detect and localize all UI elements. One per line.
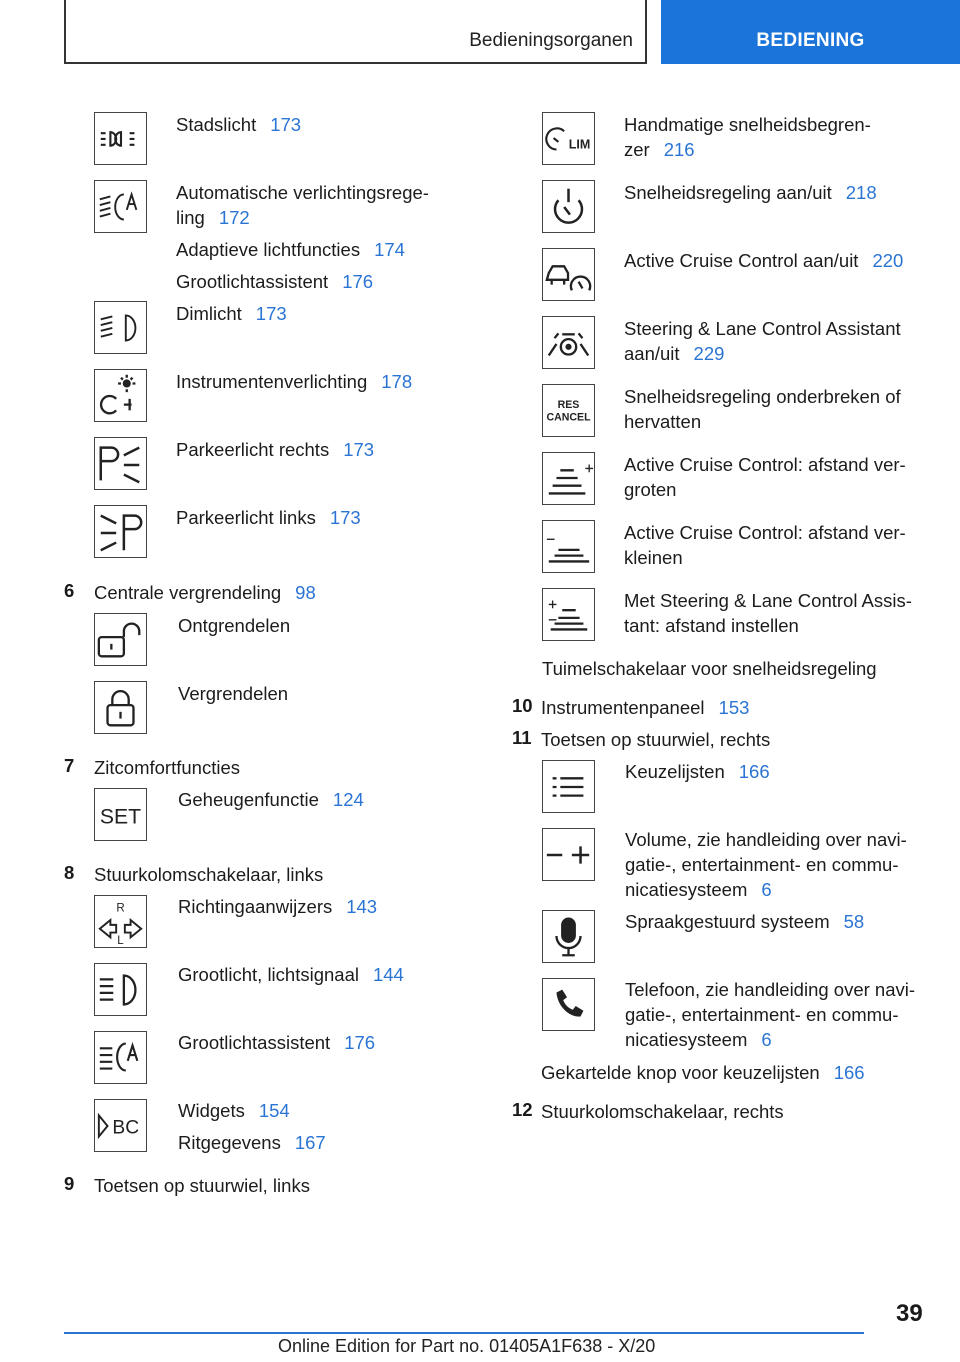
bc-icon (94, 1099, 147, 1152)
entry-label: Steering & Lane Control Assistant aan/uit 229 (624, 318, 901, 364)
entry-label: Richtingaanwijzers 143 (178, 896, 378, 917)
speed-limiter-icon (542, 112, 595, 165)
svg-text:BC: BC (112, 1117, 140, 1139)
section-title: Stuurkolomschakelaar, rechts (541, 1101, 784, 1122)
entry-label: Keuzelijsten 166 (625, 761, 770, 782)
entry-label: Handmatige snelheidsbegren- zer 216 (624, 114, 871, 160)
page-ref-link[interactable]: 166 (738, 761, 770, 782)
page-ref-link[interactable]: 173 (255, 303, 287, 324)
parking-light-right-icon (94, 437, 147, 490)
page-ref-link[interactable]: 143 (346, 896, 378, 917)
entry-label: Instrumentenverlichting 178 (176, 371, 413, 392)
volume-icon (542, 828, 595, 881)
entry-label: Automatische verlichtingsrege- ling 172 (176, 182, 429, 228)
page-ref-link[interactable]: 6 (761, 879, 772, 900)
page-ref-link[interactable]: 176 (342, 271, 374, 292)
entry-label: Grootlicht, lichtsignaal 144 (178, 964, 404, 985)
res-cancel-icon (542, 384, 595, 437)
section-number: 10 (512, 695, 533, 716)
header-section (64, 0, 647, 64)
page-ref-link[interactable]: 216 (663, 139, 695, 160)
section-number: 8 (64, 862, 75, 883)
entry-label: Snelheidsregeling aan/uit 218 (624, 182, 877, 203)
section-title: Centrale vergrendeling 98 (94, 582, 316, 603)
distance-increase-icon (542, 452, 595, 505)
knob-label: Gekartelde knop voor keuzelijsten 166 (541, 1062, 865, 1083)
page-ref-link[interactable]: 58 (843, 911, 865, 932)
high-beam-assist-icon (94, 1031, 147, 1084)
footer-edition: Online Edition for Part no. 01405A1F638 - X/20 (278, 1336, 656, 1356)
entry-label: Active Cruise Control: afstand ver- kleinen (624, 522, 906, 568)
section-title: Toetsen op stuurwiel, rechts (541, 729, 771, 750)
entry-label: Dimlicht 173 (176, 303, 287, 324)
section-number: 6 (64, 580, 75, 601)
entry-label: Ontgrendelen (178, 615, 291, 636)
page-ref-link[interactable]: 174 (374, 239, 405, 260)
entry-label: Stadslicht 173 (176, 114, 302, 135)
entry-label: Grootlichtassistent 176 (178, 1032, 376, 1053)
entry-label: Active Cruise Control aan/uit 220 (624, 250, 904, 271)
section-title: Zitcomfortfuncties (94, 757, 240, 778)
page-ref-link[interactable]: 229 (693, 343, 725, 364)
svg-text:LIM: LIM (568, 137, 591, 152)
lane-assist-icon (542, 316, 595, 369)
auto-light-icon (94, 180, 147, 233)
parking-light-icon (94, 112, 147, 165)
page-ref-link[interactable]: 124 (332, 789, 364, 810)
page-ref-link[interactable]: 153 (718, 697, 750, 718)
svg-text:RES: RES (557, 399, 580, 412)
footer-divider (64, 1332, 864, 1334)
entry-label: Snelheidsregeling onderbreken of hervatten (624, 386, 901, 432)
svg-text:SET: SET (99, 805, 142, 829)
section-title: Toetsen op stuurwiel, links (94, 1175, 310, 1196)
entry-label: Adaptieve lichtfuncties 174 (176, 239, 405, 260)
svg-text:L: L (117, 935, 124, 947)
entry-label: Telefoon, zie handleiding over navi- gatie-, entertainment- en commu- nicatiesysteem 6 (625, 979, 916, 1050)
unlock-icon (94, 613, 147, 666)
page-ref-link[interactable]: 144 (372, 964, 404, 985)
svg-text:CANCEL: CANCEL (546, 411, 591, 424)
page-ref-link[interactable]: 172 (218, 207, 250, 228)
page-ref-link[interactable]: 176 (344, 1032, 376, 1053)
chapter-title: BEDIENING (756, 30, 865, 51)
high-beam-icon (94, 963, 147, 1016)
distance-decrease-icon (542, 520, 595, 573)
page-ref-link[interactable]: 173 (270, 114, 302, 135)
entry-label: Met Steering & Lane Control Assis- tant: afstand instellen (624, 590, 912, 636)
entry-label: Parkeerlicht rechts 173 (176, 439, 375, 460)
lock-icon (94, 681, 147, 734)
section-number: 12 (512, 1099, 533, 1120)
section-title: Instrumentenpaneel 153 (541, 697, 750, 718)
section-title: Stuurkolomschakelaar, links (94, 864, 324, 885)
turn-signal-icon (94, 895, 147, 948)
page-ref-link[interactable]: 166 (833, 1062, 865, 1083)
parking-light-left-icon (94, 505, 147, 558)
entry-label: Ritgegevens 167 (178, 1132, 326, 1153)
entry-label: Widgets 154 (178, 1100, 290, 1121)
entry-label: Active Cruise Control: afstand ver- groten (624, 454, 906, 500)
entry-label: Vergrendelen (178, 683, 289, 704)
page-ref-link[interactable]: 178 (381, 371, 413, 392)
microphone-icon (542, 910, 595, 963)
entry-label: Parkeerlicht links 173 (176, 507, 361, 528)
list-icon (542, 760, 595, 813)
page-ref-link[interactable]: 173 (343, 439, 375, 460)
page-ref-link[interactable]: 98 (295, 582, 316, 603)
page-number: 39 (896, 1300, 923, 1327)
cruise-control-icon (542, 180, 595, 233)
distance-set-icon (542, 588, 595, 641)
section-number: 9 (64, 1173, 75, 1194)
page-ref-link[interactable]: 6 (761, 1029, 772, 1050)
section-number: 11 (512, 727, 532, 748)
svg-text:R: R (116, 902, 125, 915)
section-number: 7 (64, 755, 75, 776)
active-cruise-icon (542, 248, 595, 301)
page-ref-link[interactable]: 167 (294, 1132, 326, 1153)
set-icon (94, 788, 147, 841)
entry-label: Geheugenfunctie 124 (178, 789, 364, 810)
low-beam-icon (94, 301, 147, 354)
instrument-lighting-icon (94, 369, 147, 422)
header-chapter (661, 0, 960, 64)
phone-icon (542, 978, 595, 1031)
section-title: Bedieningsorganen (469, 30, 633, 51)
page-ref-link[interactable]: 218 (845, 182, 877, 203)
entry-label: Spraakgestuurd systeem 58 (625, 911, 865, 932)
entry-label: Grootlichtassistent 176 (176, 271, 374, 292)
page-ref-link[interactable]: 220 (872, 250, 904, 271)
page-ref-link[interactable]: 173 (329, 507, 361, 528)
page-ref-link[interactable]: 154 (258, 1100, 290, 1121)
rocker-switch-label: Tuimelschakelaar voor snelheidsregeling (542, 658, 877, 679)
entry-label: Volume, zie handleiding over navi- gatie-, entertainment- en commu- nicatiesysteem 6 (625, 829, 907, 900)
